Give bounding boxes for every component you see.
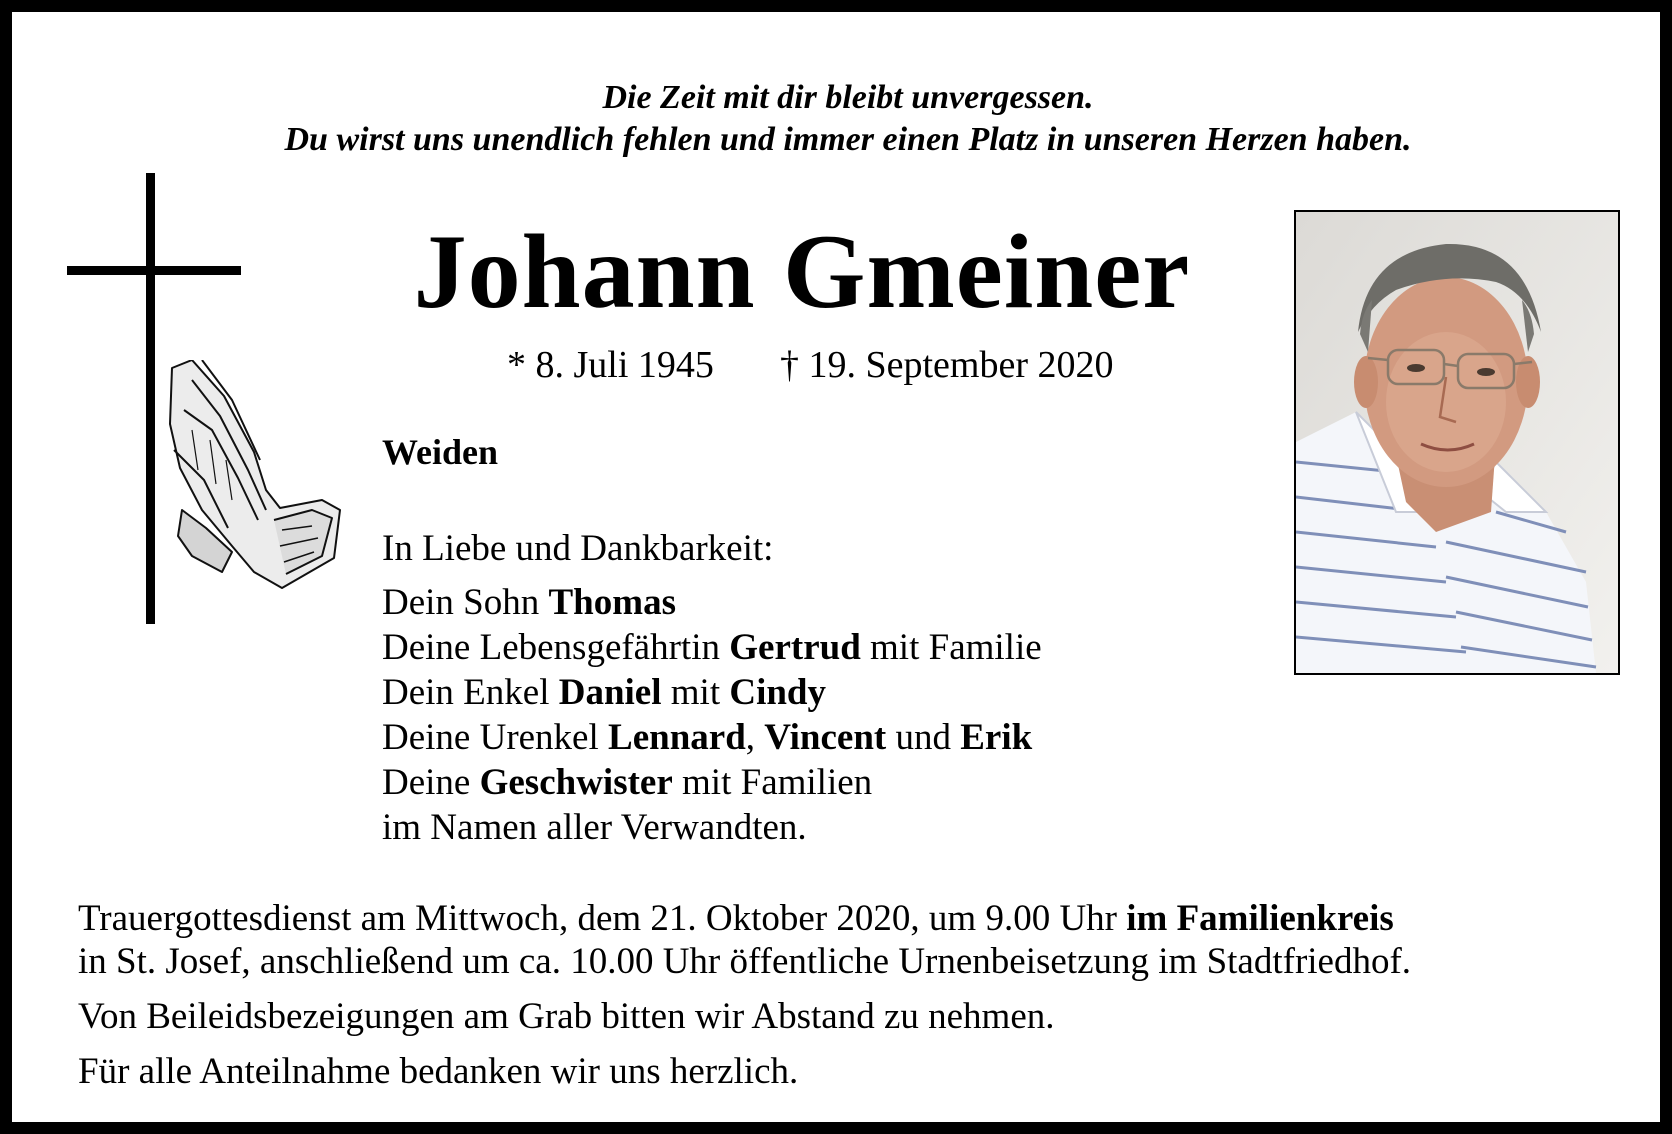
mourner-line	[382, 625, 1042, 670]
mourner-name: Geschwister	[479, 762, 673, 803]
cross-vertical-bar	[146, 173, 155, 624]
praying-hands-icon	[162, 360, 348, 600]
birth-date: * 8. Juli 1945	[507, 344, 714, 386]
mourner-relation: Deine	[382, 762, 480, 803]
mourner-line	[382, 805, 1042, 850]
service-line-3: Von Beileidsbezeigungen am Grab bitten wir Abstand zu nehmen.	[78, 996, 1055, 1037]
mourner-name: Gertrud	[729, 627, 861, 668]
mourner-relation: Deine Urenkel	[382, 717, 609, 758]
deceased-name: Johann Gmeiner	[413, 213, 1191, 330]
mourners-intro: In Liebe und Dankbarkeit:	[382, 528, 774, 569]
service-line-2: in St. Josef, anschließend um ca. 10.00 Uhr öffentliche Urnenbeisetzung im Stadtfriedhof.	[78, 941, 1412, 982]
mourner-connector: ,	[745, 717, 765, 758]
mourner-line	[382, 580, 1042, 625]
mourner-name: Lennard	[608, 717, 746, 758]
motto-line-1: Die Zeit mit dir bleibt unvergessen.	[602, 79, 1094, 116]
service-line-4: Für alle Anteilnahme bedanken wir uns herzlich.	[78, 1051, 799, 1092]
service-line-1	[78, 897, 1411, 940]
mourner-relation: Dein Enkel	[382, 672, 559, 713]
mourner-connector: und	[886, 717, 961, 758]
mourners-list	[382, 524, 1042, 850]
cross-horizontal-bar	[67, 266, 241, 275]
mourner-relation: Dein Sohn	[382, 582, 549, 623]
mourner-name: Thomas	[548, 582, 676, 623]
place-of-residence: Weiden	[382, 432, 499, 472]
mourner-name: Daniel	[558, 672, 662, 713]
mourner-line	[382, 715, 1042, 760]
mourner-name: Erik	[960, 717, 1033, 758]
mourner-suffix: mit Familien	[672, 762, 873, 803]
portrait-photo	[1294, 210, 1620, 675]
mourner-line	[382, 670, 1042, 715]
mourner-connector: mit	[661, 672, 730, 713]
mourner-line	[382, 760, 1042, 805]
service-text: Trauergottesdienst am Mittwoch, dem 21. Oktober 2020, um 9.00 Uhr	[78, 898, 1127, 939]
mourner-name: Cindy	[729, 672, 827, 713]
motto-line-2: Du wirst uns unendlich fehlen und immer einen Platz in unseren Herzen haben.	[284, 121, 1412, 158]
mourner-suffix: mit Familie	[860, 627, 1042, 668]
mourner-closing: im Namen aller Verwandten.	[382, 807, 807, 848]
mourner-relation: Deine Lebensgefährtin	[382, 627, 730, 668]
service-details	[78, 897, 1411, 1093]
death-date: † 19. September 2020	[780, 344, 1114, 386]
mourner-name: Vincent	[764, 717, 887, 758]
service-emphasis: im Familienkreis	[1126, 898, 1394, 939]
